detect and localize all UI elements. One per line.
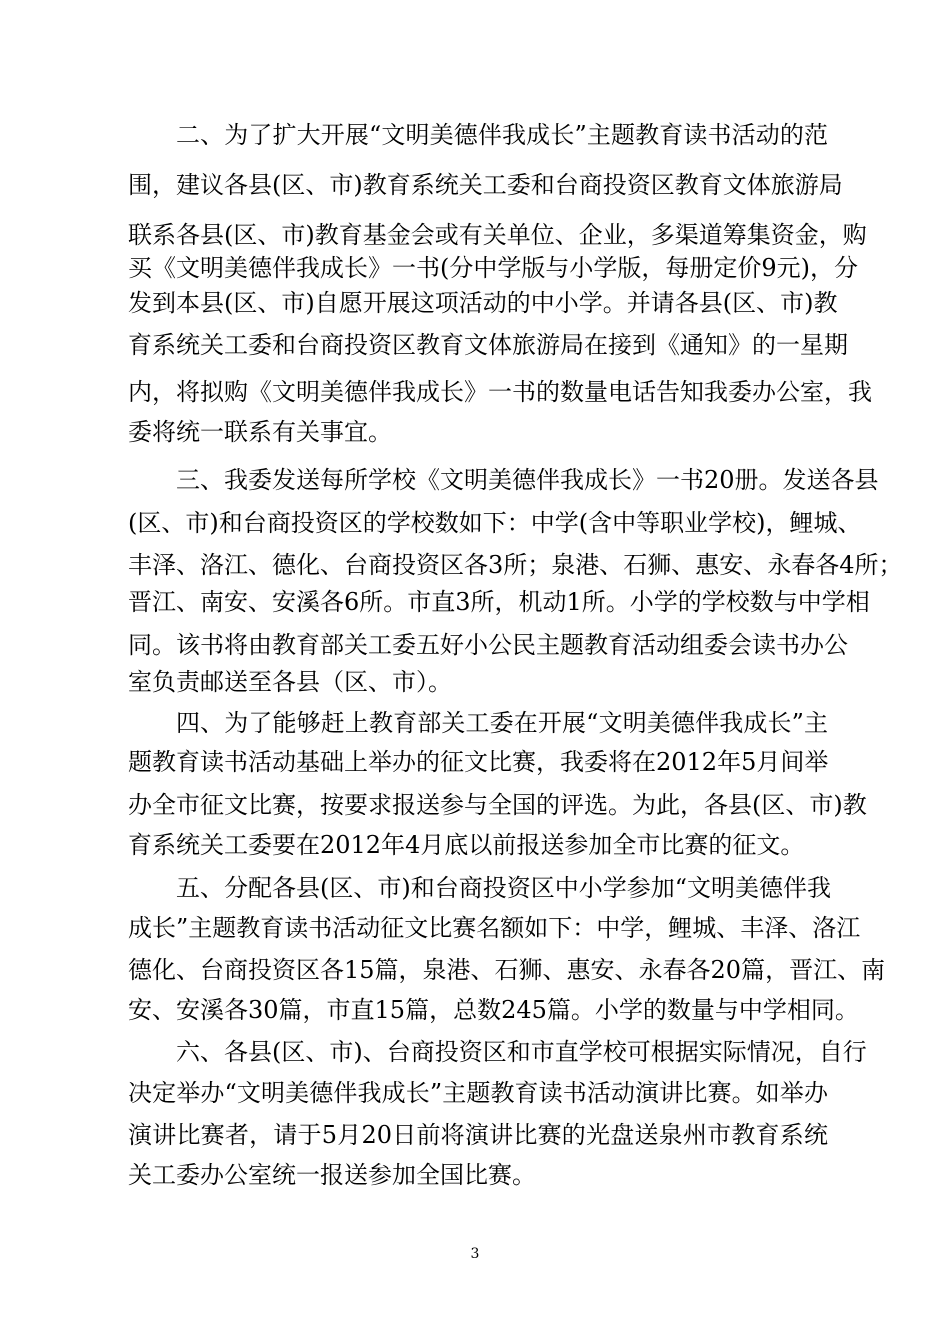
text-line: 发到本县(区、市)自愿开展这项活动的中小学。并请各县(区、市)教 — [128, 289, 838, 317]
text-line: 三、我委发送每所学校《文明美德伴我成长》一书20册。发送各县 — [176, 466, 879, 494]
text-line: 演讲比赛者，请于5月20日前将演讲比赛的光盘送泉州市教育系统 — [128, 1121, 828, 1149]
text-line: 二、为了扩大开展“文明美德伴我成长”主题教育读书活动的范 — [176, 121, 828, 149]
text-line: 晋江、南安、安溪各6所。市直3所，机动1所。小学的学校数与中学相 — [128, 588, 870, 616]
text-line: 四、为了能够赶上教育部关工委在开展“文明美德伴我成长”主 — [176, 709, 828, 737]
text-line: 关工委办公室统一报送参加全国比赛。 — [128, 1161, 536, 1189]
text-line: 成长”主题教育读书活动征文比赛名额如下：中学，鲤城、丰泽、洛江 — [128, 914, 861, 942]
text-line: 育系统关工委要在2012年4月底以前报送参加全市比赛的征文。 — [128, 831, 805, 859]
text-line: 丰泽、洛江、德化、台商投资区各3所；泉港、石狮、惠安、永春各4所； — [128, 551, 903, 579]
text-line: 委将统一联系有关事宜。 — [128, 418, 392, 446]
text-line: 室负责邮送至各县（区、市）。 — [128, 668, 452, 696]
text-line: 同。该书将由教育部关工委五好小公民主题教育活动组委会读书办公 — [128, 631, 848, 659]
text-line: 内，将拟购《文明美德伴我成长》一书的数量电话告知我委办公室，我 — [128, 378, 872, 406]
text-line: 办全市征文比赛，按要求报送参与全国的评选。为此，各县(区、市)教 — [128, 791, 867, 819]
text-line: 育系统关工委和台商投资区教育文体旅游局在接到《通知》的一星期 — [128, 331, 848, 359]
text-line: 德化、台商投资区各15篇，泉港、石狮、惠安、永春各20篇，晋江、南 — [128, 956, 886, 984]
text-line: 买《文明美德伴我成长》一书(分中学版与小学版，每册定价9元)，分 — [128, 254, 858, 282]
text-line: 联系各县(区、市)教育基金会或有关单位、企业，多渠道筹集资金，购 — [128, 221, 867, 249]
text-line: 五、分配各县(区、市)和台商投资区中小学参加“文明美德伴我 — [176, 874, 831, 902]
text-line: (区、市)和台商投资区的学校数如下：中学(含中等职业学校)，鲤城、 — [128, 509, 862, 537]
text-line: 安、安溪各30篇，市直15篇，总数245篇。小学的数量与中学相同。 — [128, 996, 859, 1024]
text-line: 决定举办“文明美德伴我成长”主题教育读书活动演讲比赛。如举办 — [128, 1079, 828, 1107]
text-line: 六、各县(区、市)、台商投资区和市直学校可根据实际情况，自行 — [176, 1038, 867, 1066]
page-number: 3 — [470, 1246, 480, 1262]
text-line: 题教育读书活动基础上举办的征文比赛，我委将在2012年5月间举 — [128, 748, 829, 776]
text-line: 围，建议各县(区、市)教育系统关工委和台商投资区教育文体旅游局 — [128, 171, 843, 199]
